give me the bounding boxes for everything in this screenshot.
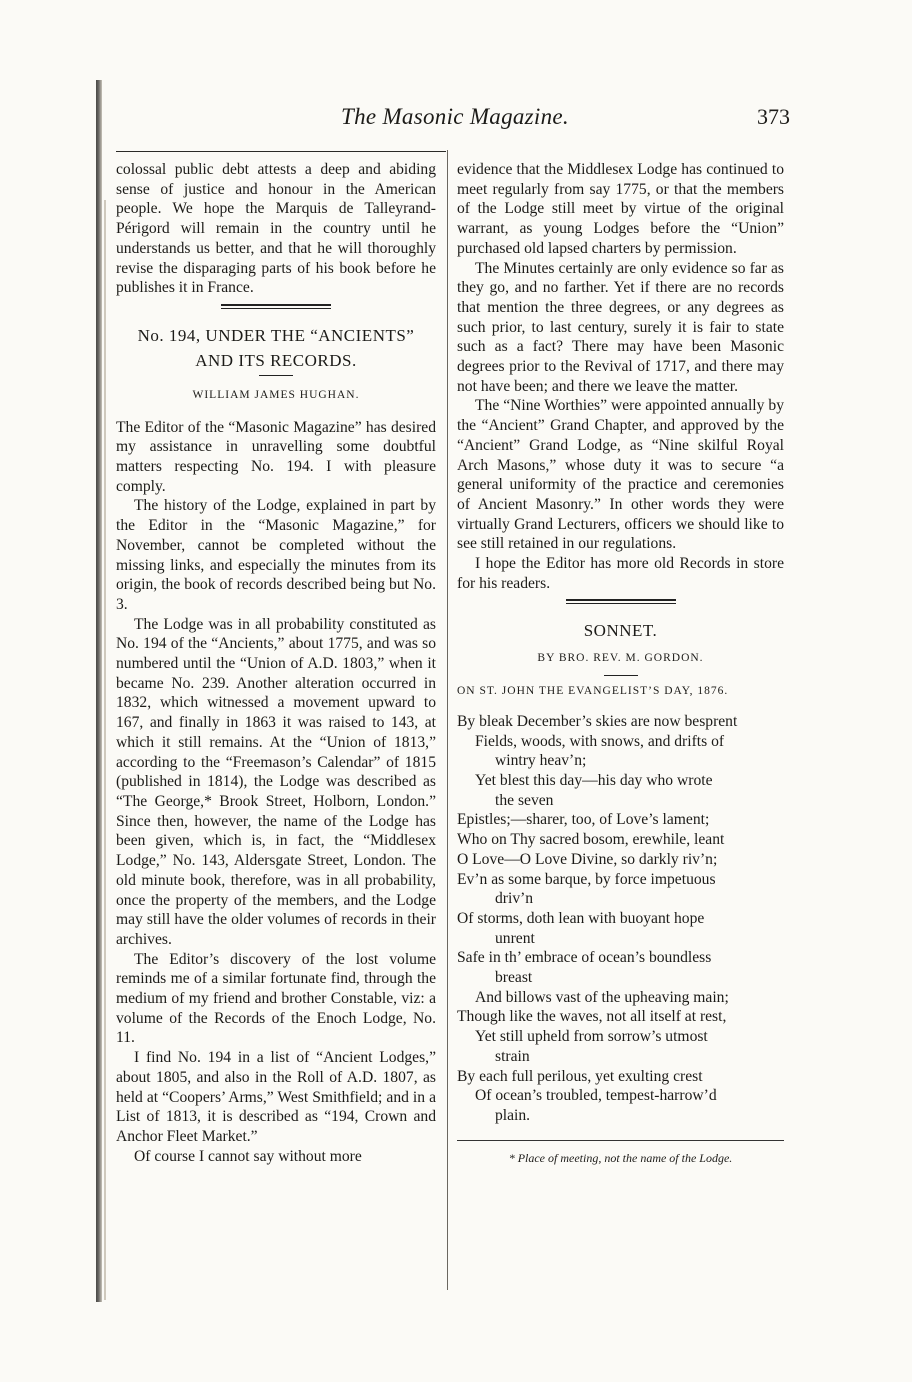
poem-line: Of ocean’s troubled, tempest-harrow’d xyxy=(475,1087,717,1105)
poem-line: By bleak December’s skies are now besprent xyxy=(457,712,738,730)
left-column xyxy=(116,160,436,1166)
poem-line: Yet still upheld from sorrow’s utmost xyxy=(475,1028,708,1046)
page-header xyxy=(110,100,800,140)
title-short-rule xyxy=(259,375,293,376)
article-author: WILLIAM JAMES HUGHAN. xyxy=(192,388,360,401)
left-paragraph-6: I find No. 194 in a list of “Ancient Lodges,” about 1805, and also in the Roll of A.D. 1807, as held at “Coopers’ Arms,” West Smithfield; and in a List of 1813, it is described as “194, Crown and Anchor Fleet Market.” xyxy=(116,1049,436,1145)
left-paragraph-1: colossal public debt attests a deep and abiding sense of justice and honour in the American people. We hope the Marquis de Talleyrand-Périgord will remain in the country until he understands us better, and that he will thoroughly revise the disparaging parts of his book before he publishes it in France. xyxy=(116,161,436,297)
poem-line: Yet blest this day—his day who wrote xyxy=(475,771,713,789)
left-paragraph-3: The history of the Lodge, explained in part by the Editor in the “Masonic Magazine,” for November, cannot be completed without the missing links, and especially the minutes from its origin, the book of records described being but No. 3. xyxy=(116,497,436,613)
poem-line: driv’n xyxy=(495,890,534,908)
sonnet-author: BY BRO. REV. M. GORDON. xyxy=(537,652,704,665)
poem-line: breast xyxy=(495,969,533,987)
footnote-rule xyxy=(457,1140,784,1141)
poem-line: O Love—O Love Divine, so darkly riv’n; xyxy=(457,850,718,868)
article-title-line-1: No. 194, UNDER THE “ANCIENTS” xyxy=(137,325,415,345)
column-divider xyxy=(447,150,448,1290)
poem-line: Who on Thy sacred bosom, erewhile, leant xyxy=(457,831,725,849)
header-rule xyxy=(116,151,446,152)
section-divider-2 xyxy=(566,599,676,604)
article-title-line-2: AND ITS RECORDS. xyxy=(195,350,357,370)
footnote: * Place of meeting, not the name of the Lodge. xyxy=(508,1150,733,1165)
right-paragraph-4: I hope the Editor has more old Records in store for his readers. xyxy=(457,555,784,592)
right-paragraph-3: The “Nine Worthies” were appointed annually by the “Ancient” Grand Chapter, and approved by the “Ancient” Grand Lodge, as “Nine skilful Royal Arch Masons,” whose duty it was to secure “a general uniformity of the practice and ceremonies of Ancient Masonry.” In other words they were virtually Grand Lecturers, officers we should like to see still retained in our regulations. xyxy=(457,397,784,553)
poem-line: Epistles;—sharer, too, of Love’s lament; xyxy=(457,811,710,829)
left-paragraph-4: The Lodge was in all probability constituted as No. 194 of the “Ancients,” about 1775, and was so numbered until the “Union of A.D. 1803,” when it became No. 239. Another alteration occurred in 1832, which witnessed a movement upward to 167, and finally in 1863 it was raised to 143, at which it still remains. At the “Union of 1813,” according to the “Freemason’s Calendar” of 1815 (published in 1814), the Lodge was described as “The George,* Brook Street, Holborn, London.” Since then, however, the name of the Lodge has been given, which is, in fact, the “Middlesex Lodge,” No. 143, Aldersgate Street, London. The old minute book, therefore, was in all probability, once the property of the members, and the Lodge may still have the older volumes of records in their archives. xyxy=(116,615,436,948)
poem-line: Of storms, doth lean with buoyant hope xyxy=(457,909,705,927)
page-number: 373 xyxy=(757,104,790,129)
right-paragraph-2: The Minutes certainly are only evidence so far as they go, and no farther. Yet if there are no records that mention the three degrees, or any degrees as such prior, to last century, surely it is fair to state such as a fact? There may have been Masonic degrees prior to the Revival of 1717, and there may not have been; and there we leave the matter. xyxy=(457,259,784,395)
poem-line: Fields, woods, with snows, and drifts of xyxy=(475,732,725,750)
poem-line: unrent xyxy=(495,929,535,947)
page-binding-edge xyxy=(104,200,106,1300)
poem-line: By each full perilous, yet exulting crest xyxy=(457,1067,703,1085)
running-title: The Masonic Magazine. xyxy=(341,104,569,129)
poem-line: wintry heav’n; xyxy=(495,752,587,770)
poem-line: Though like the waves, not all itself at rest, xyxy=(457,1008,727,1026)
left-paragraph-2: The Editor of the “Masonic Magazine” has desired my assistance in unravelling some doubtful matters respecting No. 194. I with pleasure comply. xyxy=(116,418,436,495)
poem-line: the seven xyxy=(495,791,554,809)
sonnet-poem xyxy=(457,712,784,1126)
left-paragraph-7: Of course I cannot say without more xyxy=(134,1147,362,1165)
section-divider xyxy=(221,304,331,309)
sonnet-occasion: ON ST. JOHN THE EVANGELIST’S DAY, 1876. xyxy=(457,685,729,698)
right-column xyxy=(457,160,784,1168)
right-paragraph-1: evidence that the Middlesex Lodge has continued to meet regularly from say 1775, or that the members of the Lodge still meet by virtue of the original warrant, as young Lodges before the “Union” purchased old lapsed charters by permission. xyxy=(457,161,784,257)
sonnet-title: SONNET. xyxy=(583,621,658,641)
poem-line: plain. xyxy=(495,1106,531,1124)
poem-line: Safe in th’ embrace of ocean’s boundless xyxy=(457,949,712,967)
poem-line: Ev’n as some barque, by force impetuous xyxy=(457,870,716,888)
poem-line: strain xyxy=(495,1047,530,1065)
page-binding-shadow xyxy=(96,80,102,1302)
left-paragraph-5: The Editor’s discovery of the lost volume reminds me of a similar fortunate find, through the medium of my friend and brother Constable, viz: a volume of the Records of the Enoch Lodge, No. 11. xyxy=(116,950,436,1047)
poem-line: And billows vast of the upheaving main; xyxy=(475,988,729,1006)
sonnet-short-rule xyxy=(604,675,638,676)
